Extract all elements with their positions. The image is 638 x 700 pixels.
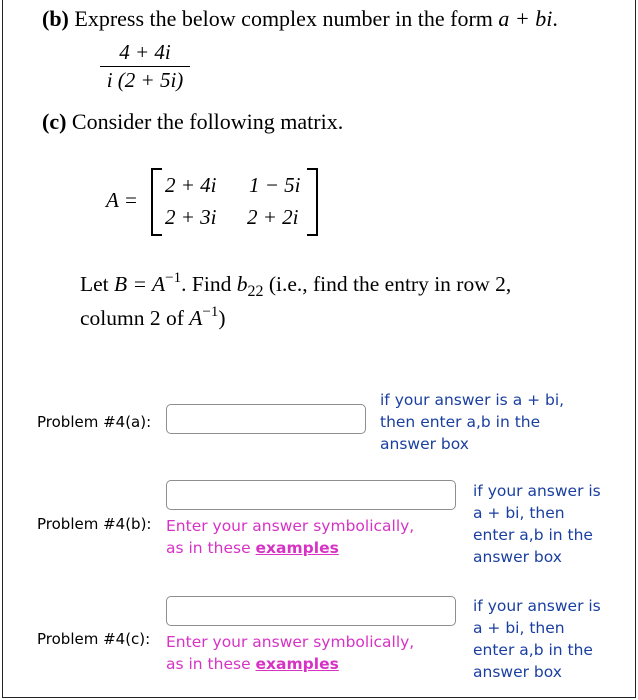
question-text: (i.e., find the entry in row 2, xyxy=(263,272,512,296)
symbolic-instruction: as in these xyxy=(166,539,256,557)
part-c-text: Consider the following matrix. xyxy=(71,109,344,134)
question-sup: −1 xyxy=(165,270,182,286)
problem-4c-label: Problem #4(c): xyxy=(37,630,151,648)
matrix-cell-2-2: 2 + 2i xyxy=(247,205,299,229)
hint-line: if your answer is xyxy=(473,597,601,615)
question-text: column 2 of xyxy=(80,306,190,330)
part-b-prompt xyxy=(42,6,558,32)
hint-line: answer box xyxy=(473,548,562,566)
problem-4b-hint xyxy=(473,480,601,568)
hint-line: answer box xyxy=(473,663,562,681)
problem-4c-instructions xyxy=(166,631,414,675)
symbolic-instruction: Enter your answer symbolically, xyxy=(166,633,415,651)
matrix-cell-1-2: 1 − 5i xyxy=(249,173,301,197)
problem-4a-answer-input[interactable] xyxy=(166,404,366,434)
hint-line: answer box xyxy=(380,435,469,453)
problem-4b-label: Problem #4(b): xyxy=(37,515,152,533)
hint-line: enter a,b in the xyxy=(473,641,593,659)
complex-fraction xyxy=(100,40,190,93)
question-line-2 xyxy=(80,304,226,331)
problem-4c-hint xyxy=(473,595,601,683)
problem-4c-answer-input[interactable] xyxy=(166,596,456,626)
question-text: Let xyxy=(80,272,115,296)
hint-line: enter a,b in the xyxy=(473,526,593,544)
problem-4b-instructions xyxy=(166,515,414,559)
question-sup: −1 xyxy=(202,304,219,320)
question-text: ) xyxy=(218,306,226,330)
matrix-cell-1-1: 2 + 4i xyxy=(165,173,217,197)
problem-4c-examples-link[interactable]: examples xyxy=(255,655,339,673)
hint-line: then enter a,b in the xyxy=(380,413,541,431)
question-expr: B = A xyxy=(114,272,166,296)
part-b-text: Express the below complex number in the form xyxy=(74,6,499,31)
part-c-label: (c) xyxy=(42,109,67,134)
question-entry: b xyxy=(236,272,248,296)
problem-4b-answer-input[interactable] xyxy=(166,480,456,510)
fraction-numerator: 4 + 4i xyxy=(100,40,190,67)
matrix-cell-2-1: 2 + 3i xyxy=(165,205,217,229)
question-sub: 22 xyxy=(247,283,264,300)
part-c-prompt xyxy=(42,109,343,135)
hint-line: a + bi, then xyxy=(473,619,565,637)
question-expr: A xyxy=(189,306,203,330)
hint-line: if your answer is xyxy=(473,482,601,500)
hint-line: a + bi, then xyxy=(473,504,565,522)
problem-4a-label: Problem #4(a): xyxy=(37,413,152,431)
problem-4a-hint xyxy=(380,389,564,455)
part-b-period: . xyxy=(552,6,558,31)
matrix-name: A = xyxy=(106,188,138,212)
part-b-form: a + bi xyxy=(498,6,553,31)
question-text: . Find xyxy=(181,272,237,296)
symbolic-instruction: as in these xyxy=(166,655,256,673)
hint-line: if your answer is a + bi, xyxy=(380,391,565,409)
symbolic-instruction: Enter your answer symbolically, xyxy=(166,517,415,535)
problem-4b-examples-link[interactable]: examples xyxy=(255,539,339,557)
fraction-denominator: i (2 + 5i) xyxy=(106,68,184,92)
question-line-1 xyxy=(80,270,511,301)
matrix-left-bracket xyxy=(151,168,162,236)
question-panel xyxy=(2,0,636,698)
matrix-right-bracket xyxy=(307,168,318,236)
part-b-label: (b) xyxy=(42,6,69,31)
